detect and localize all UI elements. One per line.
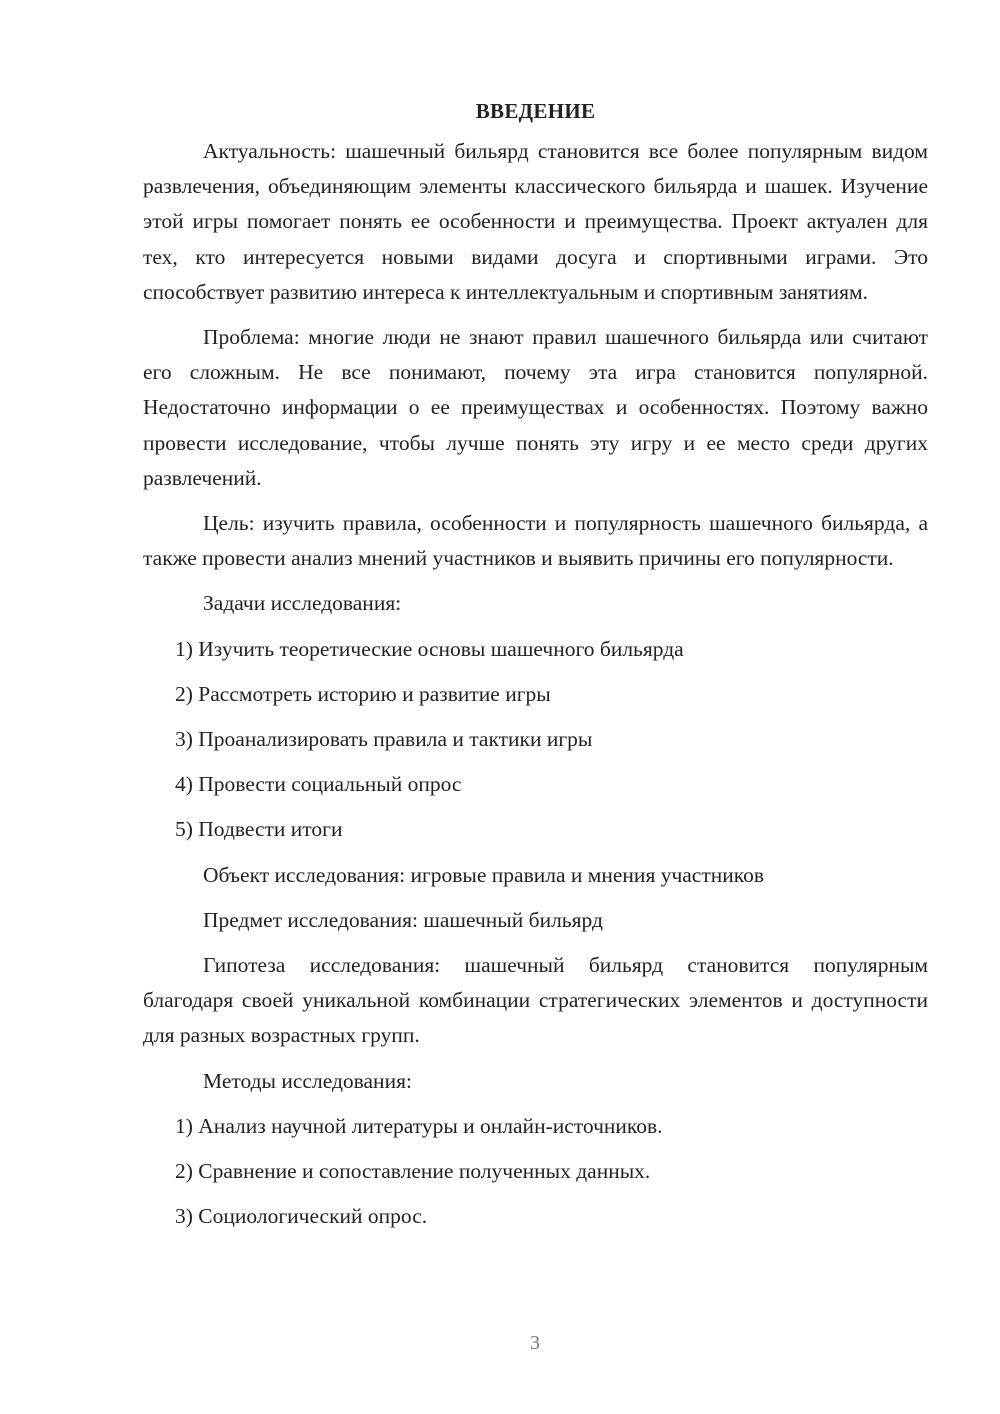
method-item: 3) Социологический опрос. bbox=[175, 1204, 428, 1229]
page-title: ВВЕДЕНИЕ bbox=[475, 99, 596, 123]
hypothesis-paragraph: Гипотеза исследования: шашечный бильярд становится популярным благодаря своей уникальной комбинации стратегических элементов и доступности для разных возрастных групп. bbox=[143, 953, 928, 1048]
method-item: 2) Сравнение и сопоставление полученных данных. bbox=[175, 1159, 651, 1184]
task-item: 5) Подвести итоги bbox=[175, 817, 343, 842]
relevance-paragraph: Актуальность: шашечный бильярд становится все более популярным видом развлечения, объединяющим элементы классического бильярда и шашек. Изучение этой игры помогает понять ее особенности и преимущества. Проект актуален для тех, кто интересуется новыми видами досуга и спортивными играми. Это способствует развитию интереса к интеллектуальным и спортивным занятиям. bbox=[143, 139, 928, 304]
research-object: Объект исследования: игровые правила и мнения участников bbox=[203, 862, 765, 887]
document-body bbox=[143, 95, 928, 1244]
problem-paragraph: Проблема: многие люди не знают правил шашечного бильярда или считают его сложным. Не все понимают, почему эта игра становится популярной. Недостаточно информации о ее преимуществах и особенностях. Поэтому важно провести исследование, чтобы лучше понять эту игру и ее место среди других развлечений. bbox=[143, 325, 928, 490]
tasks-heading: Задачи исследования: bbox=[203, 591, 402, 616]
task-item: 1) Изучить теоретические основы шашечного бильярда bbox=[175, 636, 684, 661]
task-item: 4) Провести социальный опрос bbox=[175, 772, 462, 797]
goal-paragraph: Цель: изучить правила, особенности и популярность шашечного бильярда, а также провести анализ мнений участников и выявить причины его популярности. bbox=[143, 511, 928, 571]
methods-heading: Методы исследования: bbox=[203, 1068, 412, 1093]
research-subject: Предмет исследования: шашечный бильярд bbox=[203, 907, 603, 932]
page-number: 3 bbox=[530, 1332, 540, 1354]
method-item: 1) Анализ научной литературы и онлайн-источников. bbox=[175, 1113, 663, 1138]
task-item: 3) Проанализировать правила и тактики игры bbox=[175, 727, 593, 752]
task-item: 2) Рассмотреть историю и развитие игры bbox=[175, 681, 551, 706]
